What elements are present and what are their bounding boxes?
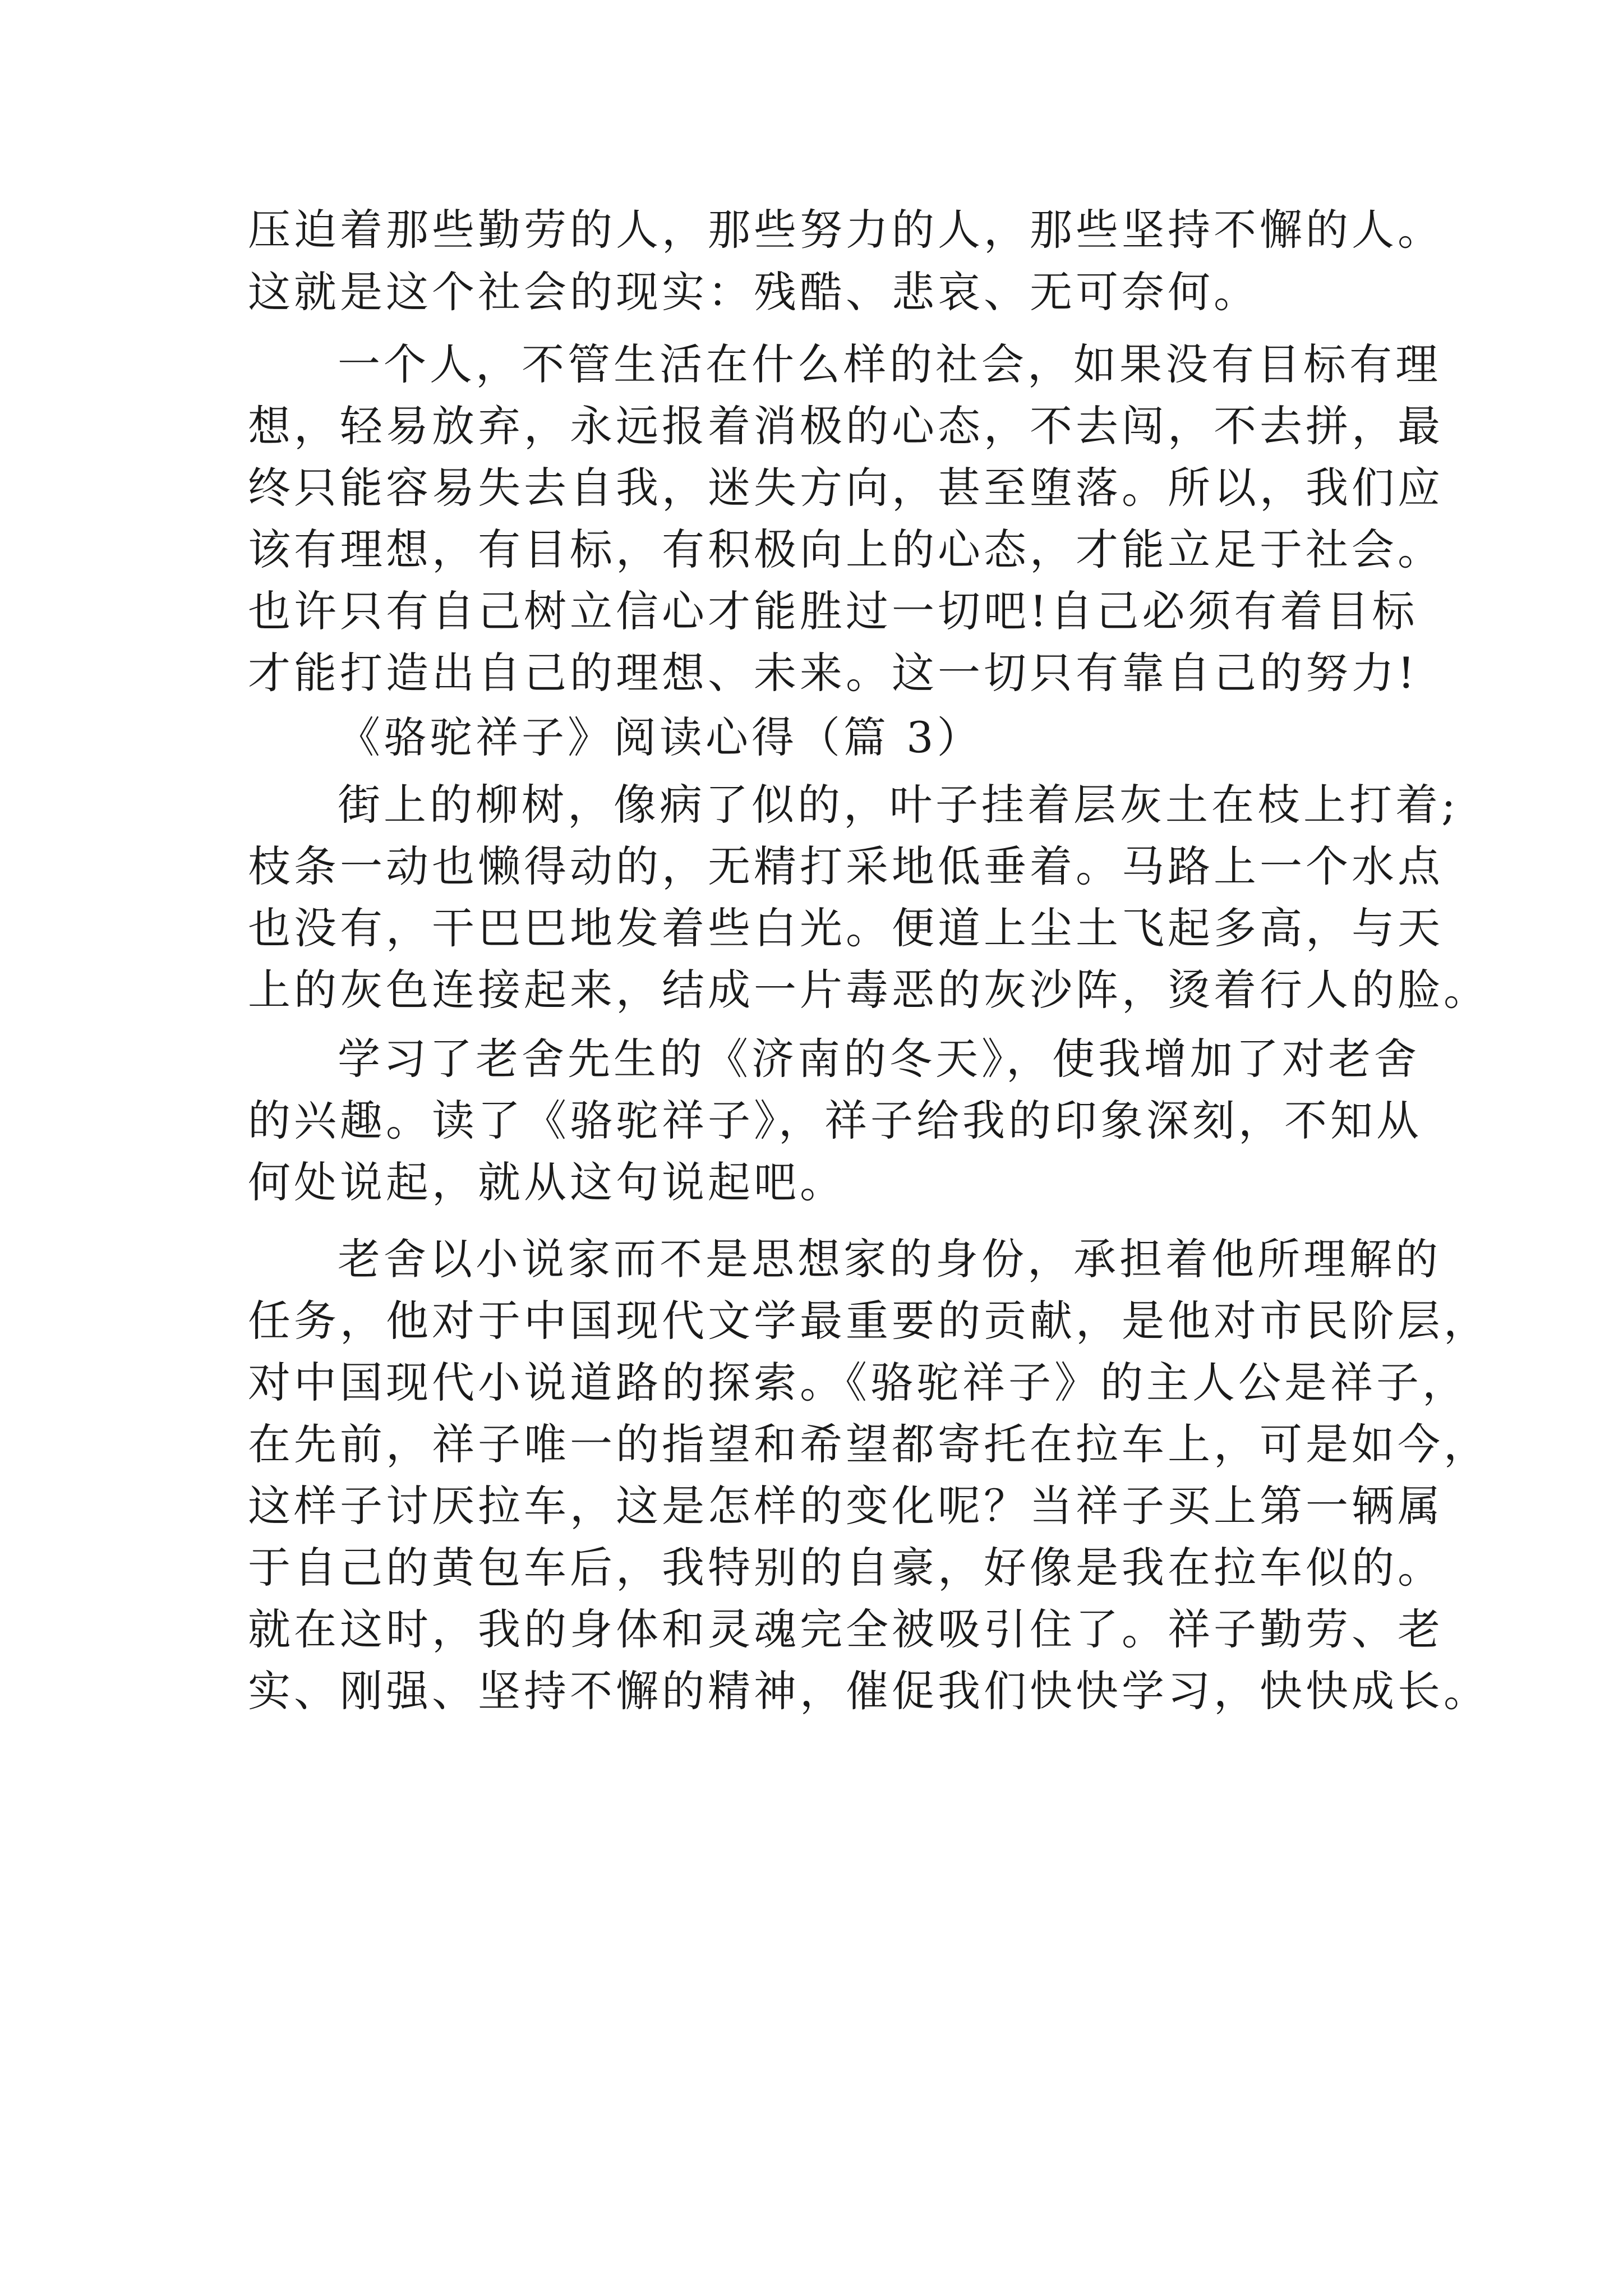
section-heading: 《骆驼祥子》阅读心得（篇 3）	[338, 712, 983, 762]
text-line: 在先前，祥子唯一的指望和希望都寄托在拉车上，可是如今，	[248, 1419, 1490, 1469]
text-line: 上的灰色连接起来，结成一片毒恶的灰沙阵，烫着行人的脸。	[248, 965, 1490, 1015]
text-line: 才能打造出自己的理想、未来。这一切只有靠自己的努力!	[248, 648, 1418, 698]
paragraph-start-line: 街上的柳树，像病了似的，叶子挂着层灰土在枝上打着;	[338, 780, 1459, 830]
text-line: 于自己的黄包车后，我特别的自豪，好像是我在拉车似的。	[248, 1543, 1444, 1593]
text-line: 这样子讨厌拉车，这是怎样的变化呢？当祥子买上第一辆属	[248, 1481, 1444, 1531]
text-line: 对中国现代小说道路的探索。《骆驼祥子》的主人公是祥子，	[248, 1358, 1468, 1407]
text-line: 该有理想，有目标，有积极向上的心态，才能立足于社会。	[248, 524, 1444, 574]
text-line: 的兴趣。读了《骆驼祥子》，祥子给我的印象深刻，不知从	[248, 1096, 1422, 1145]
text-line: 就在这时，我的身体和灵魂完全被吸引住了。祥子勤劳、老	[248, 1604, 1444, 1654]
paragraph-start-line: 老舍以小说家而不是思想家的身份，承担着他所理解的	[338, 1234, 1441, 1284]
text-line: 这就是这个社会的现实：残酷、悲哀、无可奈何。	[248, 267, 1260, 317]
text-line: 实、刚强、坚持不懈的精神，催促我们快快学习，快快成长。	[248, 1666, 1490, 1716]
text-line: 压迫着那些勤劳的人，那些努力的人，那些坚持不懈的人。	[248, 205, 1444, 255]
text-line: 想，轻易放弃，永远报着消极的心态，不去闯，不去拼，最	[248, 401, 1444, 451]
text-line: 枝条一动也懒得动的，无精打采地低垂着。马路上一个水点	[248, 841, 1444, 891]
text-line: 何处说起，就从这句说起吧。	[248, 1157, 846, 1207]
text-line: 也许只有自己树立信心才能胜过一切吧!自己必须有着目标	[248, 586, 1418, 636]
paragraph-start-line: 一个人，不管生活在什么样的社会，如果没有目标有理	[338, 339, 1441, 389]
text-line: 也没有，干巴巴地发着些白光。便道上尘土飞起多高，与天	[248, 903, 1444, 953]
text-line: 任务，他对于中国现代文学最重要的贡献，是他对市民阶层，	[248, 1296, 1490, 1346]
paragraph-start-line: 学习了老舍先生的《济南的冬天》，使我增加了对老舍	[338, 1034, 1420, 1084]
text-line: 终只能容易失去自我，迷失方向，甚至堕落。所以，我们应	[248, 463, 1444, 513]
